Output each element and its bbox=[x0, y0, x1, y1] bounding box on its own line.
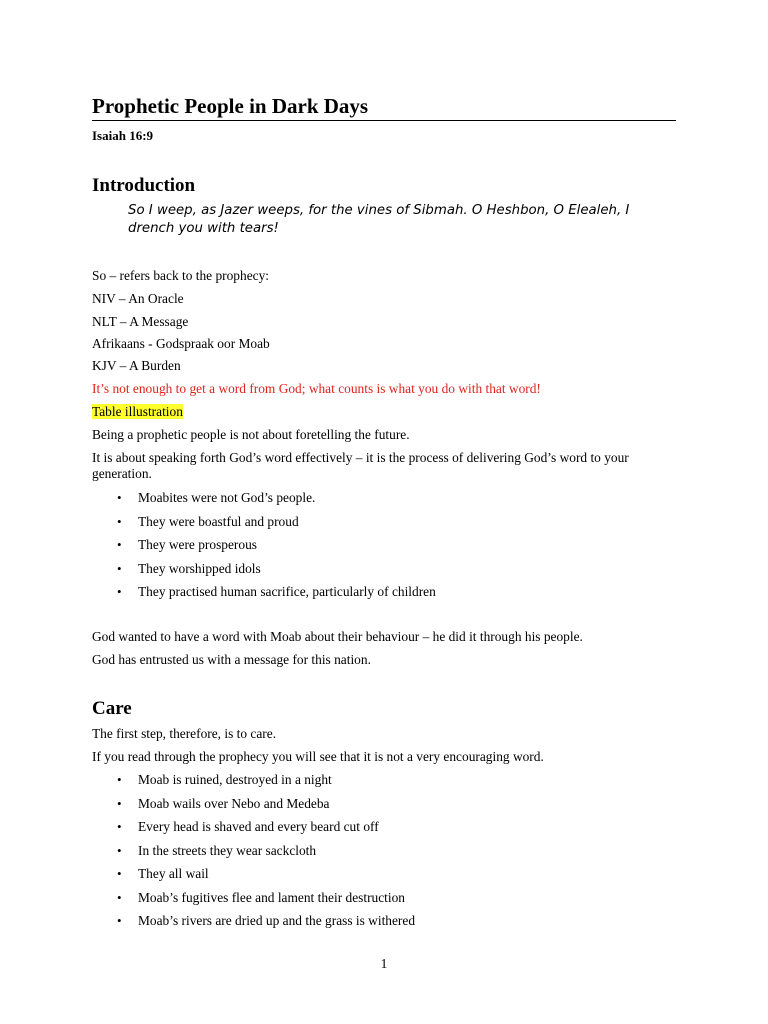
paragraph: God wanted to have a word with Moab about their behaviour – he did it through his people. bbox=[92, 629, 583, 644]
list-item bbox=[92, 510, 652, 534]
emphasis-line: It’s not enough to get a word from God; what counts is what you do with that word! bbox=[92, 381, 541, 396]
bullet-icon: • bbox=[117, 772, 122, 787]
list-item-text: Moab’s rivers are dried up and the grass is withered bbox=[138, 913, 416, 928]
paragraph: The first step, therefore, is to care. bbox=[92, 726, 277, 741]
bullet-icon: • bbox=[117, 842, 122, 858]
bullet-icon: • bbox=[117, 889, 122, 905]
scripture-quote: So I weep, as Jazer weeps, for the vines of Sibmah. O Heshbon, O Elealeh, I drench you with tears! bbox=[128, 203, 630, 236]
list-item bbox=[92, 886, 652, 910]
paragraph: Being a prophetic people is not about foretelling the future. bbox=[92, 427, 410, 442]
intro-line: NLT – A Message bbox=[92, 314, 189, 329]
document-title: Prophetic People in Dark Days bbox=[92, 94, 676, 121]
bullet-icon: • bbox=[117, 584, 122, 599]
list-item bbox=[92, 815, 652, 839]
highlight-line-wrapper bbox=[92, 404, 662, 420]
list-item bbox=[92, 557, 652, 581]
intro-line: NIV – An Oracle bbox=[92, 291, 184, 306]
section-heading-introduction: Introduction bbox=[92, 175, 196, 196]
list-item-text: Moab’s fugitives flee and lament their destruction bbox=[138, 889, 405, 905]
bullet-icon: • bbox=[117, 490, 122, 505]
list-item-text: Moabites were not God’s people. bbox=[138, 490, 316, 505]
list-item bbox=[92, 792, 652, 816]
bullet-icon: • bbox=[117, 795, 122, 811]
list-item bbox=[92, 909, 652, 933]
list-item-text: They were boastful and proud bbox=[138, 513, 299, 529]
bullet-icon: • bbox=[117, 819, 122, 834]
bullet-icon: • bbox=[117, 913, 122, 928]
section-heading-care: Care bbox=[92, 698, 132, 719]
page-number: 1 bbox=[380, 956, 388, 971]
list-item bbox=[92, 486, 652, 510]
list-item-text: Every head is shaved and every beard cut off bbox=[138, 819, 379, 834]
intro-line: Afrikaans - Godspraak oor Moab bbox=[92, 336, 270, 351]
list-item-text: Moab wails over Nebo and Medeba bbox=[138, 795, 330, 811]
list-item-text: They practised human sacrifice, particularly of children bbox=[138, 584, 436, 599]
list-item bbox=[92, 533, 652, 557]
scripture-reference: Isaiah 16:9 bbox=[92, 128, 154, 143]
bullet-icon: • bbox=[117, 513, 122, 529]
care-bullet-list bbox=[92, 768, 652, 933]
list-item-text: Moab is ruined, destroyed in a night bbox=[138, 772, 332, 787]
list-item bbox=[92, 862, 652, 886]
paragraph: God has entrusted us with a message for this nation. bbox=[92, 652, 371, 667]
list-item-text: They worshipped idols bbox=[138, 560, 261, 576]
list-item bbox=[92, 839, 652, 863]
list-item-text: They all wail bbox=[138, 866, 209, 881]
intro-line: KJV – A Burden bbox=[92, 358, 181, 373]
paragraph: If you read through the prophecy you will see that it is not a very encouraging word. bbox=[92, 749, 544, 764]
list-item bbox=[92, 768, 652, 792]
bullet-icon: • bbox=[117, 537, 122, 552]
bullet-icon: • bbox=[117, 560, 122, 576]
intro-bullet-list bbox=[92, 486, 652, 604]
paragraph: It is about speaking forth God’s word effectively – it is the process of delivering God’s word to your generation. bbox=[92, 450, 629, 481]
list-item-text: In the streets they wear sackcloth bbox=[138, 842, 317, 858]
highlighted-text: Table illustration bbox=[92, 404, 183, 419]
list-item bbox=[92, 580, 652, 604]
list-item-text: They were prosperous bbox=[138, 537, 257, 552]
intro-line: So – refers back to the prophecy: bbox=[92, 268, 269, 283]
bullet-icon: • bbox=[117, 866, 122, 881]
